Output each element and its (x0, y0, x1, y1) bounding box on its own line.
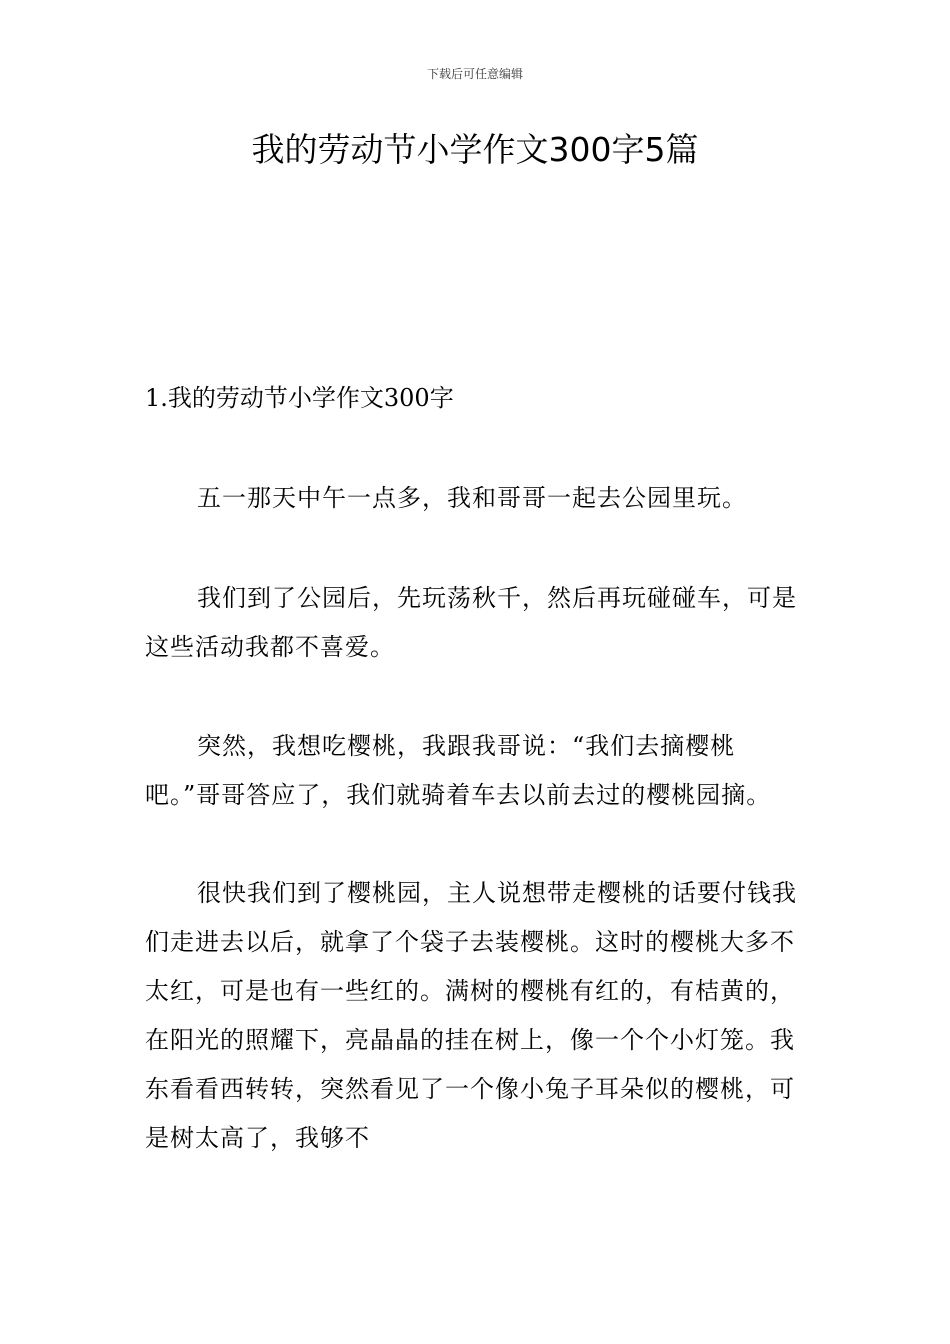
section-heading: 1.我的劳动节小学作文300字 (145, 384, 454, 412)
document-title: 我的劳动节小学作文300字5篇 (251, 130, 699, 169)
header-note: 下载后可任意编辑 (426, 67, 523, 81)
paragraph-1: 五一那天中午一点多，我和哥哥一起去公园里玩。 (197, 484, 747, 512)
paragraph-4: 很快我们到了樱桃园，主人说想带走樱桃的话要付钱我们走进去以后，就拿了个袋子去装樱桃。这时的樱桃大多不太红，可是也有一些红的。满树的樱桃有红的，有桔黄的，在阳光的照耀下，亮晶晶的挂在树上，像一个个小灯笼。我东看看西转转，突然看见了一个像小兔子耳朵似的樱桃，可是树太高了，我够不 (145, 879, 797, 1152)
paragraph-2: 我们到了公园后，先玩荡秋千，然后再玩碰碰车，可是这些活动我都不喜爱。 (145, 584, 797, 661)
paragraph-3: 突然，我想吃樱桃，我跟我哥说：“我们去摘樱桃吧。”哥哥答应了，我们就骑着车去以前去过的樱桃园摘。 (145, 732, 772, 809)
